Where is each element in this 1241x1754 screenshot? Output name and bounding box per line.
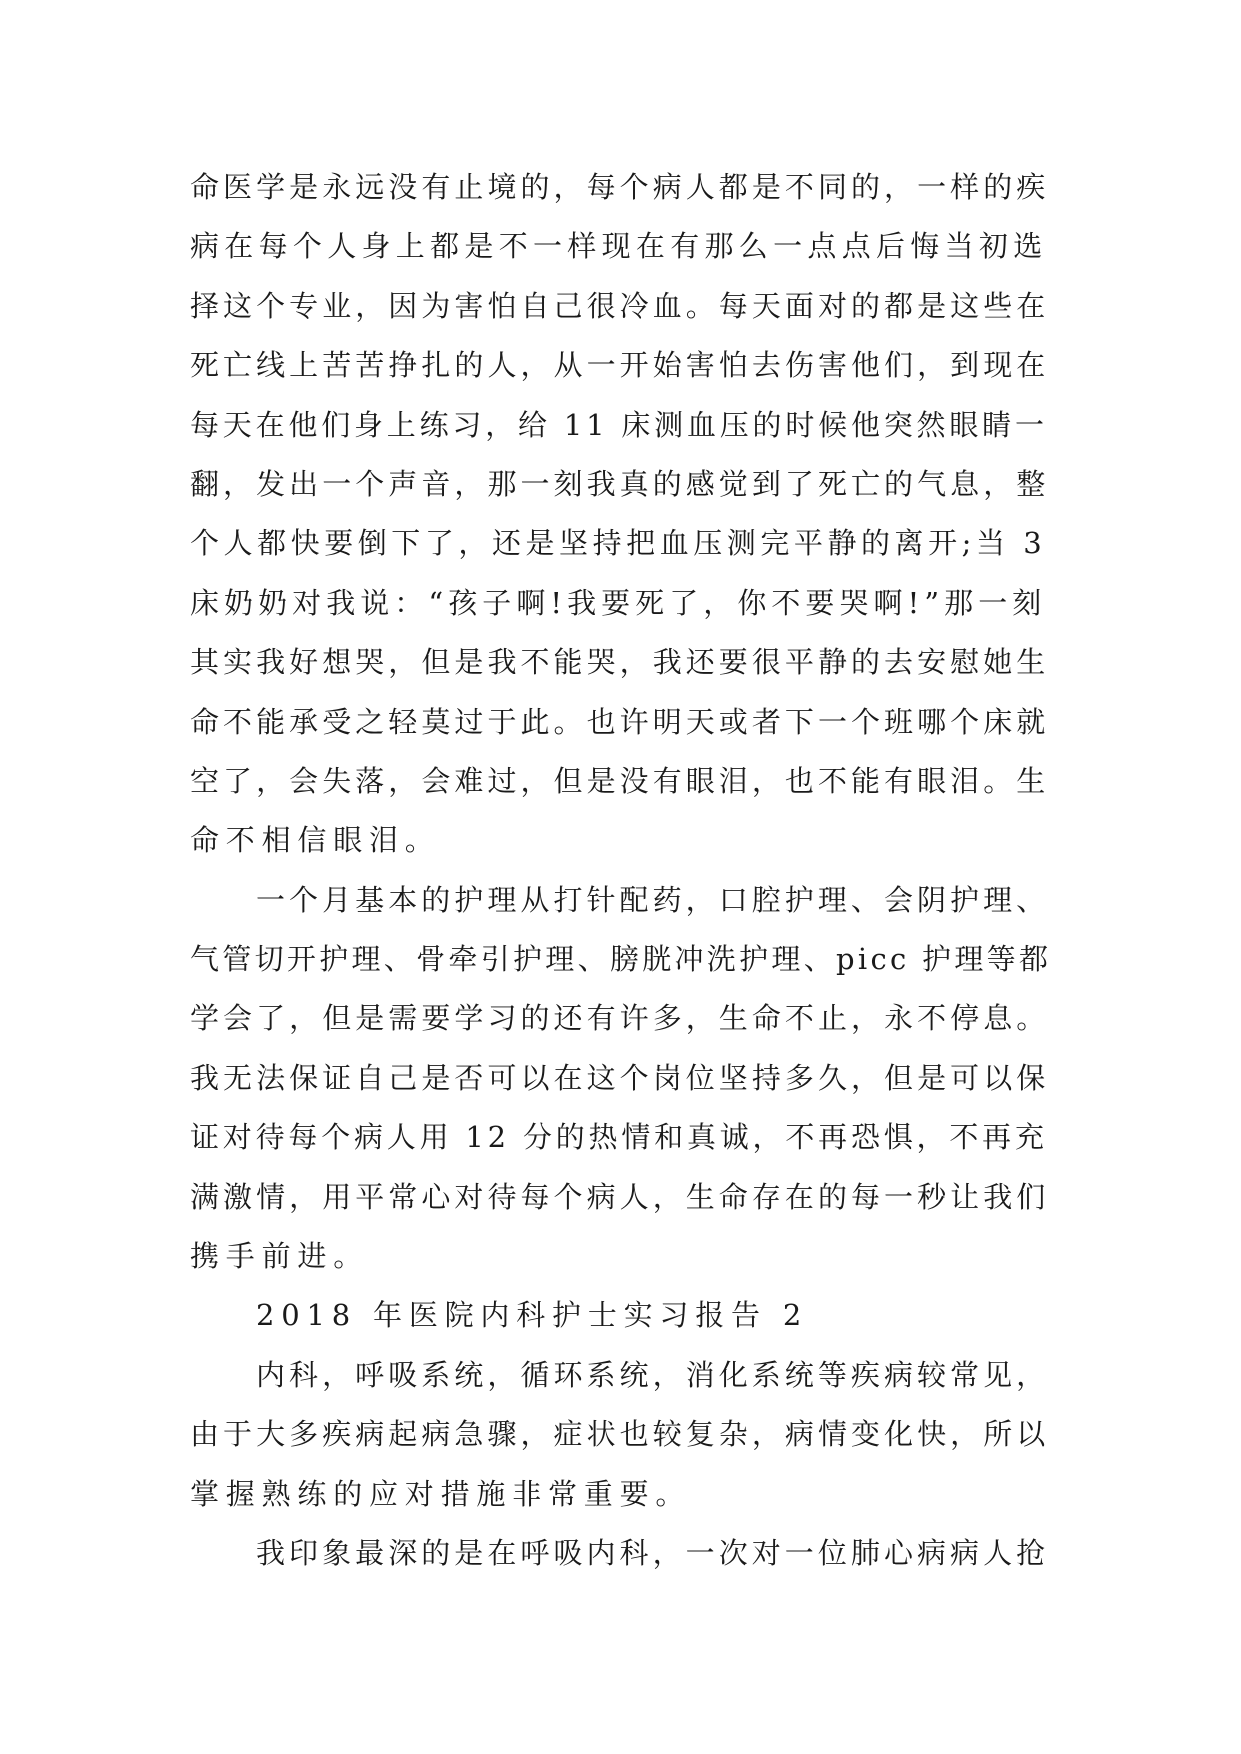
text-line: 携手前进。 [190, 1239, 370, 1274]
text-line: 学会了，但是需要学习的还有许多，生命不止，永不停息。 [190, 1001, 1050, 1036]
text-line: 床奶奶对我说：“孩子啊!我要死了，你不要哭啊!”那一刻 [190, 585, 1047, 620]
text-line: 命不能承受之轻莫过于此。也许明天或者下一个班哪个床就 [190, 704, 1050, 739]
text-line: 2018 年医院内科护士实习报告 2 [256, 1298, 809, 1333]
text-line: 掌握熟练的应对措施非常重要。 [190, 1476, 692, 1511]
text-line: 个人都快要倒下了，还是坚持把血压测完平静的离开;当 3 [190, 526, 1047, 561]
text-line: 翻，发出一个声音，那一刻我真的感觉到了死亡的气息，整 [190, 466, 1050, 501]
text-line: 一个月基本的护理从打针配药，口腔护理、会阴护理、 [256, 882, 1050, 917]
text-line: 我印象最深的是在呼吸内科，一次对一位肺心病病人抢 [256, 1535, 1050, 1570]
text-line: 命不相信眼泪。 [190, 823, 441, 858]
text-line: 证对待每个病人用 12 分的热情和真诚，不再恐惧，不再充 [190, 1120, 1048, 1155]
text-line: 我无法保证自己是否可以在这个岗位坚持多久，但是可以保 [190, 1060, 1050, 1095]
text-line: 死亡线上苦苦挣扎的人，从一开始害怕去伤害他们，到现在 [190, 348, 1050, 383]
text-line: 其实我好想哭，但是我不能哭，我还要很平静的去安慰她生 [190, 645, 1050, 680]
text-line: 择这个专业，因为害怕自己很冷血。每天面对的都是这些在 [190, 288, 1050, 323]
text-line: 内科，呼吸系统，循环系统，消化系统等疾病较常见， [256, 1357, 1050, 1392]
text-line: 每天在他们身上练习，给 11 床测血压的时候他突然眼睛一 [190, 407, 1048, 442]
text-line: 气管切开护理、骨牵引护理、膀胱冲洗护理、picc 护理等都 [190, 942, 1052, 977]
document-body [190, 158, 1050, 1583]
text-line: 满激情，用平常心对待每个病人，生命存在的每一秒让我们 [190, 1179, 1050, 1214]
text-line: 命医学是永远没有止境的，每个病人都是不同的，一样的疾 [190, 170, 1050, 204]
text-line: 病在每个人身上都是不一样现在有那么一点点后悔当初选 [190, 229, 1048, 264]
text-line: 空了，会失落，会难过，但是没有眼泪，也不能有眼泪。生 [190, 763, 1050, 798]
text-line: 由于大多疾病起病急骤，症状也较复杂，病情变化快，所以 [190, 1417, 1050, 1452]
